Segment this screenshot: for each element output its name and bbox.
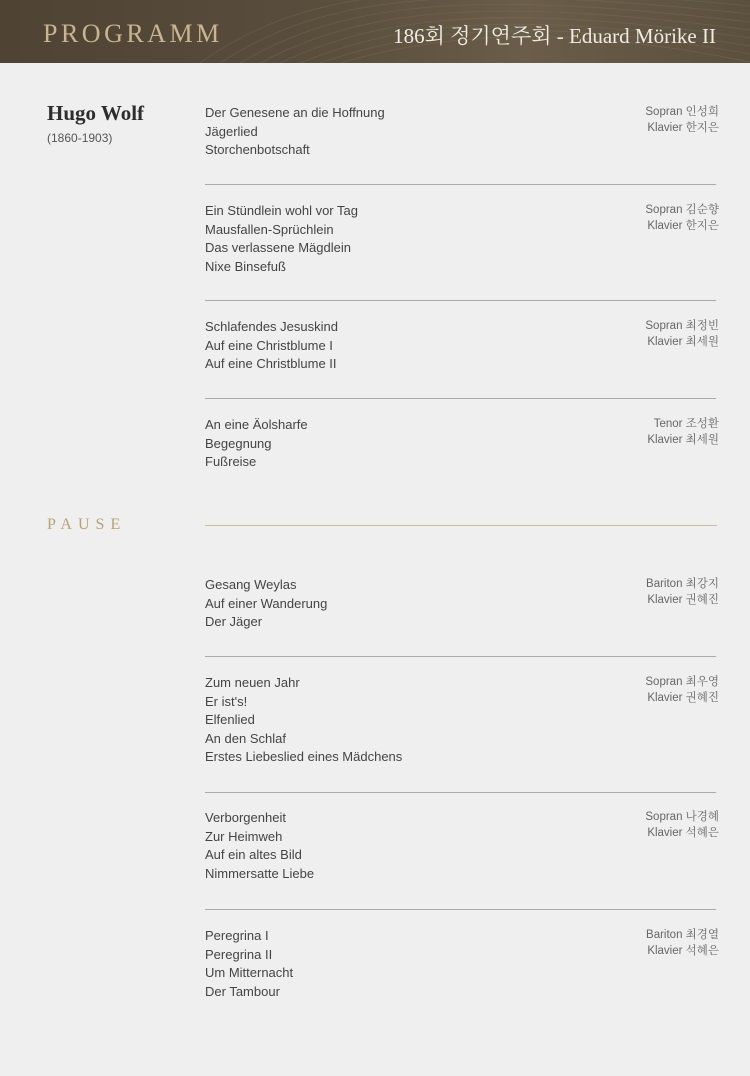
performer: Sopran 김순향 xyxy=(645,204,719,216)
performer: Sopran 나경혜 xyxy=(645,811,719,823)
program-title: PROGRAMM xyxy=(43,19,223,48)
performer-list xyxy=(645,809,719,841)
group-divider xyxy=(205,792,716,793)
song-title: Um Mitternacht xyxy=(205,965,294,980)
song-title: Auf ein altes Bild xyxy=(205,847,302,862)
pause-divider xyxy=(205,525,717,526)
song-list xyxy=(205,809,314,883)
song-list xyxy=(205,674,402,767)
song-title: Der Genesene an die Hoffnung xyxy=(205,105,385,120)
song-title: Verborgenheit xyxy=(205,810,286,825)
song-title: Auf einer Wanderung xyxy=(205,595,328,611)
song-title: Der Jäger xyxy=(205,614,263,629)
performer-list xyxy=(645,318,719,350)
performer-list xyxy=(646,576,719,608)
song-title: Peregrina II xyxy=(205,946,273,962)
performer: Klavier 석혜은 xyxy=(647,827,719,839)
song-title: Nimmersatte Liebe xyxy=(205,865,315,881)
song-list xyxy=(205,104,385,160)
song-title: An eine Äolsharfe xyxy=(205,417,308,432)
song-title: Jägerlied xyxy=(205,123,258,139)
song-title: Elfenlied xyxy=(205,712,255,727)
song-title: Auf eine Christblume I xyxy=(205,337,333,353)
group-divider xyxy=(205,398,716,399)
performer: Sopran 인성희 xyxy=(645,106,719,118)
composer-name: Hugo Wolf xyxy=(47,101,145,125)
performer: Klavier 최세원 xyxy=(647,336,719,348)
performer-list xyxy=(645,674,719,706)
song-title: Er ist's! xyxy=(205,693,248,709)
song-title: Fußreise xyxy=(205,454,257,469)
performer: Klavier 한지은 xyxy=(647,220,719,232)
song-title: Das verlassene Mägdlein xyxy=(205,240,351,255)
group-divider xyxy=(205,909,716,910)
group-divider xyxy=(205,184,716,185)
song-title: Nixe Binsefuß xyxy=(205,258,286,274)
song-title: An den Schlaf xyxy=(205,730,286,746)
performer: Sopran 최우영 xyxy=(645,676,719,688)
song-title: Erstes Liebeslied eines Mädchens xyxy=(205,749,403,764)
performer: Tenor 조성환 xyxy=(653,418,719,430)
concert-title: 186회 정기연주회 - Eduard Mörike II xyxy=(393,24,716,48)
song-list xyxy=(205,927,293,1001)
performer: Klavier 권혜진 xyxy=(647,692,719,704)
song-title: Begegnung xyxy=(205,435,272,451)
song-title: Storchenbotschaft xyxy=(205,142,310,157)
performer: Bariton 최경열 xyxy=(646,929,719,941)
song-list xyxy=(205,576,327,632)
song-title: Ein Stündlein wohl vor Tag xyxy=(205,203,358,218)
group-divider xyxy=(205,300,716,301)
performer-list xyxy=(645,104,719,136)
song-title: Zur Heimweh xyxy=(205,828,283,844)
composer-dates: (1860-1903) xyxy=(47,131,113,145)
song-title: Peregrina I xyxy=(205,928,269,943)
song-title: Mausfallen-Sprüchlein xyxy=(205,221,334,237)
performer-list xyxy=(645,202,719,234)
performer-list xyxy=(646,927,719,959)
song-title: Schlafendes Jesuskind xyxy=(205,319,338,334)
performer-list xyxy=(647,416,719,448)
performer: Klavier 석혜은 xyxy=(647,945,719,957)
group-divider xyxy=(205,656,716,657)
performer: Klavier 최세원 xyxy=(647,434,719,446)
performer: Klavier 한지은 xyxy=(647,122,719,134)
song-title: Der Tambour xyxy=(205,983,280,999)
song-list xyxy=(205,202,358,276)
pause-label: PAUSE xyxy=(47,516,127,533)
page-header xyxy=(0,0,750,63)
performer: Klavier 권혜진 xyxy=(647,594,719,606)
song-list xyxy=(205,416,308,472)
song-title: Zum neuen Jahr xyxy=(205,675,300,690)
song-title: Gesang Weylas xyxy=(205,577,297,592)
performer: Bariton 최강지 xyxy=(646,578,719,590)
performer: Sopran 최정빈 xyxy=(645,320,719,332)
song-title: Auf eine Christblume II xyxy=(205,356,337,371)
song-list xyxy=(205,318,338,374)
